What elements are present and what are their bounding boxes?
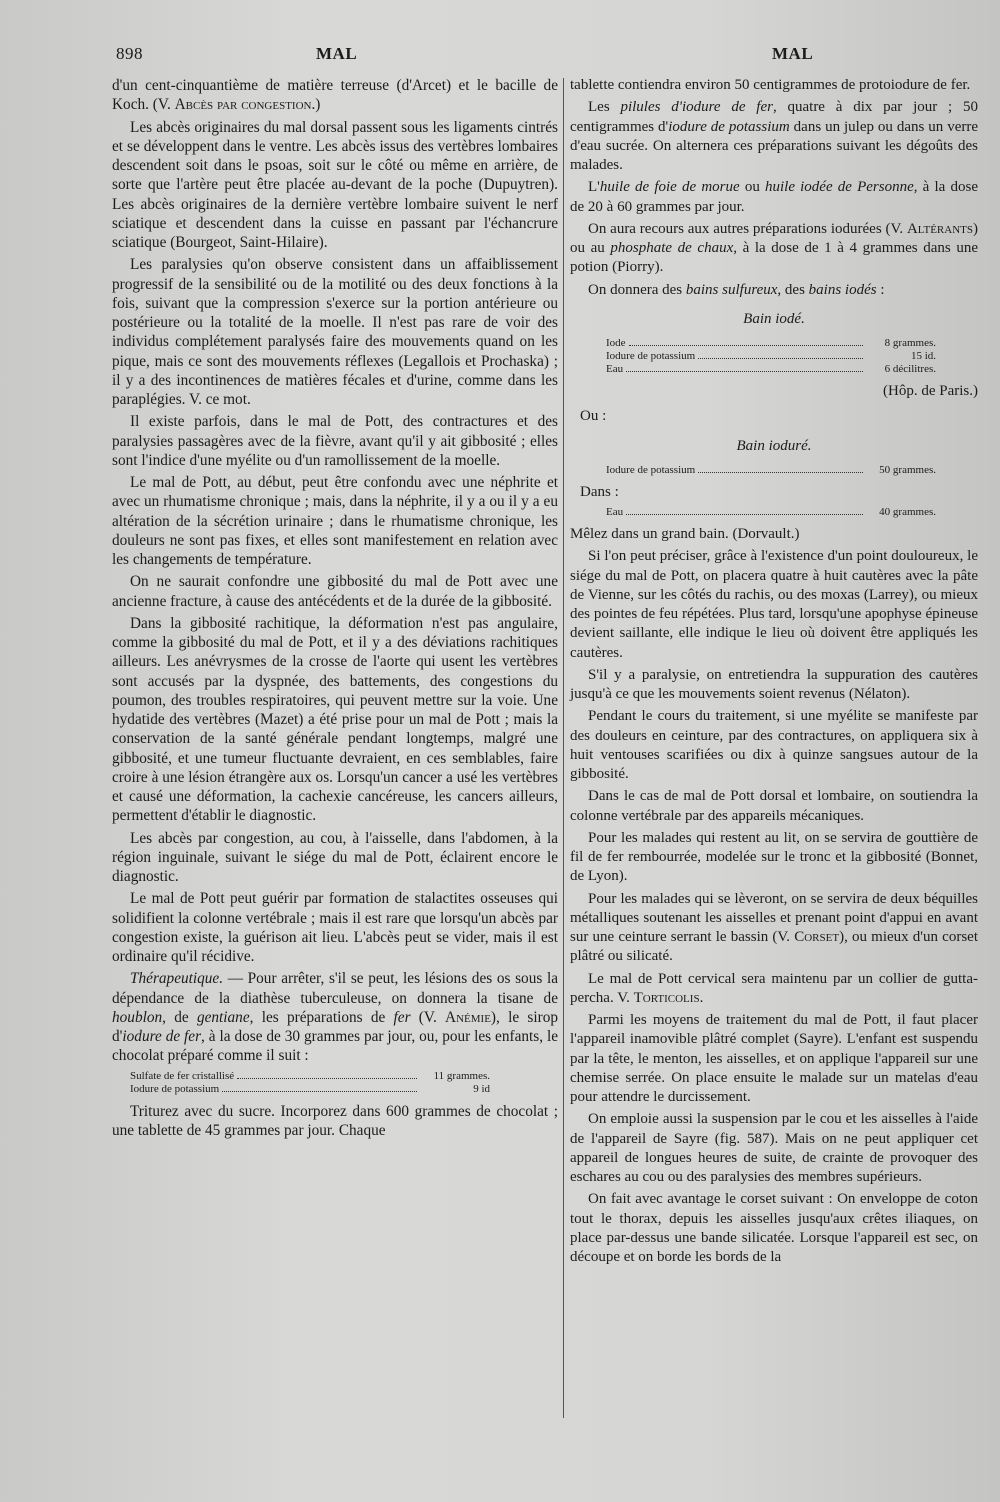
prescription-table [606,506,936,519]
text: Le mal de Pott cervical sera maintenu par un collier de gutta-percha. V. [570,970,978,1006]
leader-dots [698,358,863,359]
recipe-title: Bain ioduré. [736,437,812,454]
text: , des [777,281,809,298]
cross-reference: Corset [794,929,840,945]
amount: 40 grammes. [879,506,936,518]
paragraph: Pendant le cours du traitement, si une myélite se manifeste par des douleurs en ceinture, par des contractures, on appliquera six à huit ventouses scarifiées ou dix à quinze sangsues autour de la gibbosité. [570,708,978,782]
prescription-row [606,350,936,363]
left-column [112,76,558,1143]
term: bains iodés [808,281,877,298]
text: ) ou au [570,220,978,256]
paragraph: On emploie aussi la suspension par le cou et les aisselles à l'aide de l'appareil de Sayre (fig. 587). Mais on ne peut appliquer cet appareil de longues heures de suite, de crainte de provoquer des eschares au cou ou des paralysies des membres supérieurs. [570,1111,978,1185]
paragraph [570,281,978,300]
paragraph: Dans la gibbosité rachitique, la déformation n'est pas angulaire, comme la gibbosité du mal de Pott, et il y a des déviations rachitiques ailleurs. Les anévrysmes de la crosse de l'aorte qui usent les vertèbres sont accusés par la dyspnée, des battements, des congestions du poumon, des troubles respiratoires, qui peuvent mettre sur la voie. Une hydatide des vertèbres (Mazet) a été prise pour un mal de Pott ; mais la conservation de la santé générale pendant longtemps, malgré une gibbosité, et une tumeur fluctuante devraient, en ces semblables, faire croire à une lésion étrangère aux os. Lorsqu'un cancer a usé les vertèbres et causé une déformation, la cachexie cancéreuse, les cancers ailleurs, permettent d'établir le diagnostic. [112,614,558,825]
paragraph [570,178,978,217]
prescription-row [606,506,936,519]
term: gentiane [196,1008,250,1026]
amount: 8 grammes. [884,337,936,349]
ingredient: Sulfate de fer cristallisé [130,1069,235,1082]
term: houblon [112,1008,163,1026]
dans-label: Dans : [580,483,619,500]
prescription-row [606,363,936,376]
text: , de [162,1008,197,1026]
paragraph: Le mal de Pott peut guérir par formation de stalactites osseuses qui solidifient la colonne vertébrale ; mais il est rare que lorsqu'un abcès par congestion existe, la guérison ait lieu. L'abcès peut se vider, mais il est ordinaire qu'il récidive. [112,890,558,965]
text: : [876,281,885,298]
text: , les préparations de [249,1008,394,1026]
term: huile de foie de morue [599,179,740,196]
amount: 9 id [473,1082,490,1095]
paragraph: Dans le cas de mal de Pott dorsal et lombaire, on soutiendra la colonne vertébrale par des appareils mécaniques. [570,788,978,824]
paragraph: Parmi les moyens de traitement du mal de Pott, il faut placer l'appareil inamovible plâtré complet (Sayre). L'enfant est suspendu par la tête, le menton, les aisselles, et on applique l'appareil sur une chemise serrée. On place ensuite le malade sur un matelas d'eau pour attendre le durcissement. [570,1012,978,1105]
paragraph: Les paralysies qu'on observe consistent dans un affaiblissement progressif de la sensibilité ou de la motilité ou des deux fonctions à la fois, suivant que la compression s'exerce sur la portion antérieure ou postérieure ou la totalité de la moelle. Il n'est pas rare de voir des individus complétement paralysés faire des mouvements quand on les pique, mais ce sont des mouvements réflexes (Legallois et Prochaska) ; il y a des incontinences de matières fécales et d'urine, comme dans les paraplégies. V. ce mot. [112,256,558,408]
section-heading: Thérapeutique. [130,970,224,988]
prescription-row [130,1083,490,1096]
cross-reference: Altérants [906,220,973,237]
term: pilules d'iodure de fer [620,99,773,116]
text: , à la dose de 30 grammes par jour, ou, pour les enfants, le chocolat préparé comme il suit : [112,1028,558,1065]
paragraph: On ne saurait confondre une gibbosité du mal de Pott avec une ancienne fracture, à cause des antécédents et de la durée de la gibbosité. [112,573,558,610]
paragraph: On fait avec avantage le corset suivant : On enveloppe de coton tout le thorax, depuis les aisselles jusqu'aux crêtes iliaques, on place par-dessus une bande silicatée. Lorsque l'appareil est sec, on découpe et on borde les bords de la [570,1191,978,1265]
cross-reference: Torticolis [633,989,700,1006]
prescription-table [130,1070,490,1096]
paragraph [570,890,978,967]
prescription-table [606,464,936,477]
term: phosphate de chaux [610,240,734,256]
amount: 50 grammes. [879,463,936,476]
cross-reference: Anémie [445,1008,491,1026]
text: — Pour arrêter, s'il se peut, les lésions des os sous la dépendance de la diathèse tuberculeuse, on donnera la tisane de [112,970,558,1007]
paragraph: Triturez avec du sucre. Incorporez dans 600 grammes de chocolat ; une tablette de 45 grammes par jour. Chaque [112,1102,558,1139]
text: .) [311,96,321,114]
paragraph-therapeutique [112,969,558,1065]
term: fer [393,1008,411,1026]
text: ), le sirop d' [112,1008,558,1045]
page-number: 898 [116,44,143,63]
right-column [570,76,978,1270]
text: Pour les malades qui se lèveront, on se servira de deux béquilles métalliques soutenant les aisselles et prenant point d'appui en avant sur une ceinture serrant le bassin (V. [570,890,978,945]
term: iodure de potassium [668,118,790,135]
paragraph [570,220,978,278]
text: , à la dose de 20 à 60 grammes par jour. [570,179,978,215]
text: , quatre à dix par jour ; 50 centigrammes d' [570,99,978,135]
cross-reference: Abcès par congestion [174,96,312,114]
paragraph: Il existe parfois, dans le mal de Pott, des contractures et des paralysies passagères avec de la fièvre, avant qu'il y ait gibbosité ; elles sont l'indice d'une myélite ou d'un ramollissement de la moelle. [112,413,558,469]
term: iodure de fer [122,1028,202,1045]
alternative-label: Ou : [580,408,607,425]
paragraph: Mêlez dans un grand bain. (Dorvault.) [570,526,800,542]
leader-dots [222,1091,417,1092]
term: huile iodée de Personne [764,179,914,196]
amount: 11 grammes. [433,1069,490,1082]
term: bains sulfureux [685,281,778,298]
ingredient: Iode [606,337,626,349]
ingredient: Iodure de potassium [606,463,696,476]
column-divider [563,78,564,1418]
leader-dots [626,371,863,372]
paragraph [570,98,978,175]
running-head-left: MAL [316,44,358,63]
prescription-row [606,464,936,477]
amount: 6 décilitres. [884,363,936,375]
amount: 15 id. [910,350,936,362]
recipe-source: (Hôp. de Paris.) [883,383,978,399]
paragraph [112,76,558,115]
paragraph: Pour les malades qui restent au lit, on se servira de gouttière de fil de fer rembourrée, modelée sur le tronc et la gibbosité (Bonnet, de Lyon). [570,829,978,885]
prescription-row [130,1070,490,1083]
prescription-table [606,337,936,376]
text: On aura recours aux autres préparations iodurées (V. [588,220,907,237]
text: ), ou mieux d'un corset plâtré ou silicaté. [570,929,978,965]
prescription-row [606,337,936,350]
recipe-title: Bain iodé. [743,310,805,327]
text: d'un cent-cinquantième de matière terreuse (d'Arcet) et le bacille de Koch. (V. [112,77,558,114]
leader-dots [237,1078,417,1079]
ingredient: Iodure de potassium [606,350,696,362]
paragraph: tablette contiendra environ 50 centigrammes de protoiodure de fer. [570,77,971,93]
ingredient: Iodure de potassium [130,1082,220,1095]
text: L' [588,179,600,196]
paragraph: Si l'on peut préciser, grâce à l'existence d'un point douloureux, le siége du mal de Pott, on placera quatre à huit cautères avec la pâte de Vienne, sur les côtés du rachis, ou des moxas (Larrey), ou mieux des pointes de feu répétées. Plus tard, lorsqu'une apophyse épineuse devient saillante, elle indique le lieu où doivent être appliqués les cautères. [570,548,978,661]
running-head-right: MAL [772,44,814,63]
leader-dots [629,345,863,346]
paragraph: Les abcès originaires du mal dorsal passent sous les ligaments cintrés et se développent dans le ventre. Les abcès issus des vertèbres lombaires descendent soit dans le psoas, soit sur le côté ou même en arrière, de sorte que l'artère peut être placée au-devant de la poche (Dupuytren). Les abcès originaires de la dernière vertèbre lombaire suivent le nerf sciatique et descendent dans la cuisse en passant par l'échancrure sciatique (Bourgeot, Saint-Hilaire). [112,118,558,251]
ingredient: Eau [606,363,624,375]
text: (V. [410,1008,446,1026]
text: , à la dose de 1 à 4 grammes dans une potion (Piorry). [570,240,978,276]
paragraph [570,970,978,1009]
text: Les [588,99,621,116]
ingredient: Eau [606,506,624,518]
leader-dots [698,472,863,473]
text: . [699,989,704,1006]
paragraph: S'il y a paralysie, on entretiendra la suppuration des cautères jusqu'à ce que les mouvements soient revenus (Nélaton). [570,666,978,702]
leader-dots [626,514,863,515]
text: ou [739,179,765,196]
paragraph: Le mal de Pott, au début, peut être confondu avec une néphrite et avec un rhumatisme chronique ; mais, dans la néphrite, il y a ou il y a eu altération de la sécrétion urinaire ; dans le rhumatisme chronique, les douleurs ne sont pas fixes, et elles sont manifestement en relation avec les changements de température. [112,474,558,568]
text: On donnera des [588,281,686,298]
paragraph: Les abcès par congestion, au cou, à l'aisselle, dans l'abdomen, à la région inguinale, suivant le siége du mal de Pott, éclairent encore le diagnostic. [112,829,558,885]
text: dans un julep ou dans un verre d'eau sucrée. On alternera ces préparations suivant les dégoûts des malades. [570,118,978,173]
